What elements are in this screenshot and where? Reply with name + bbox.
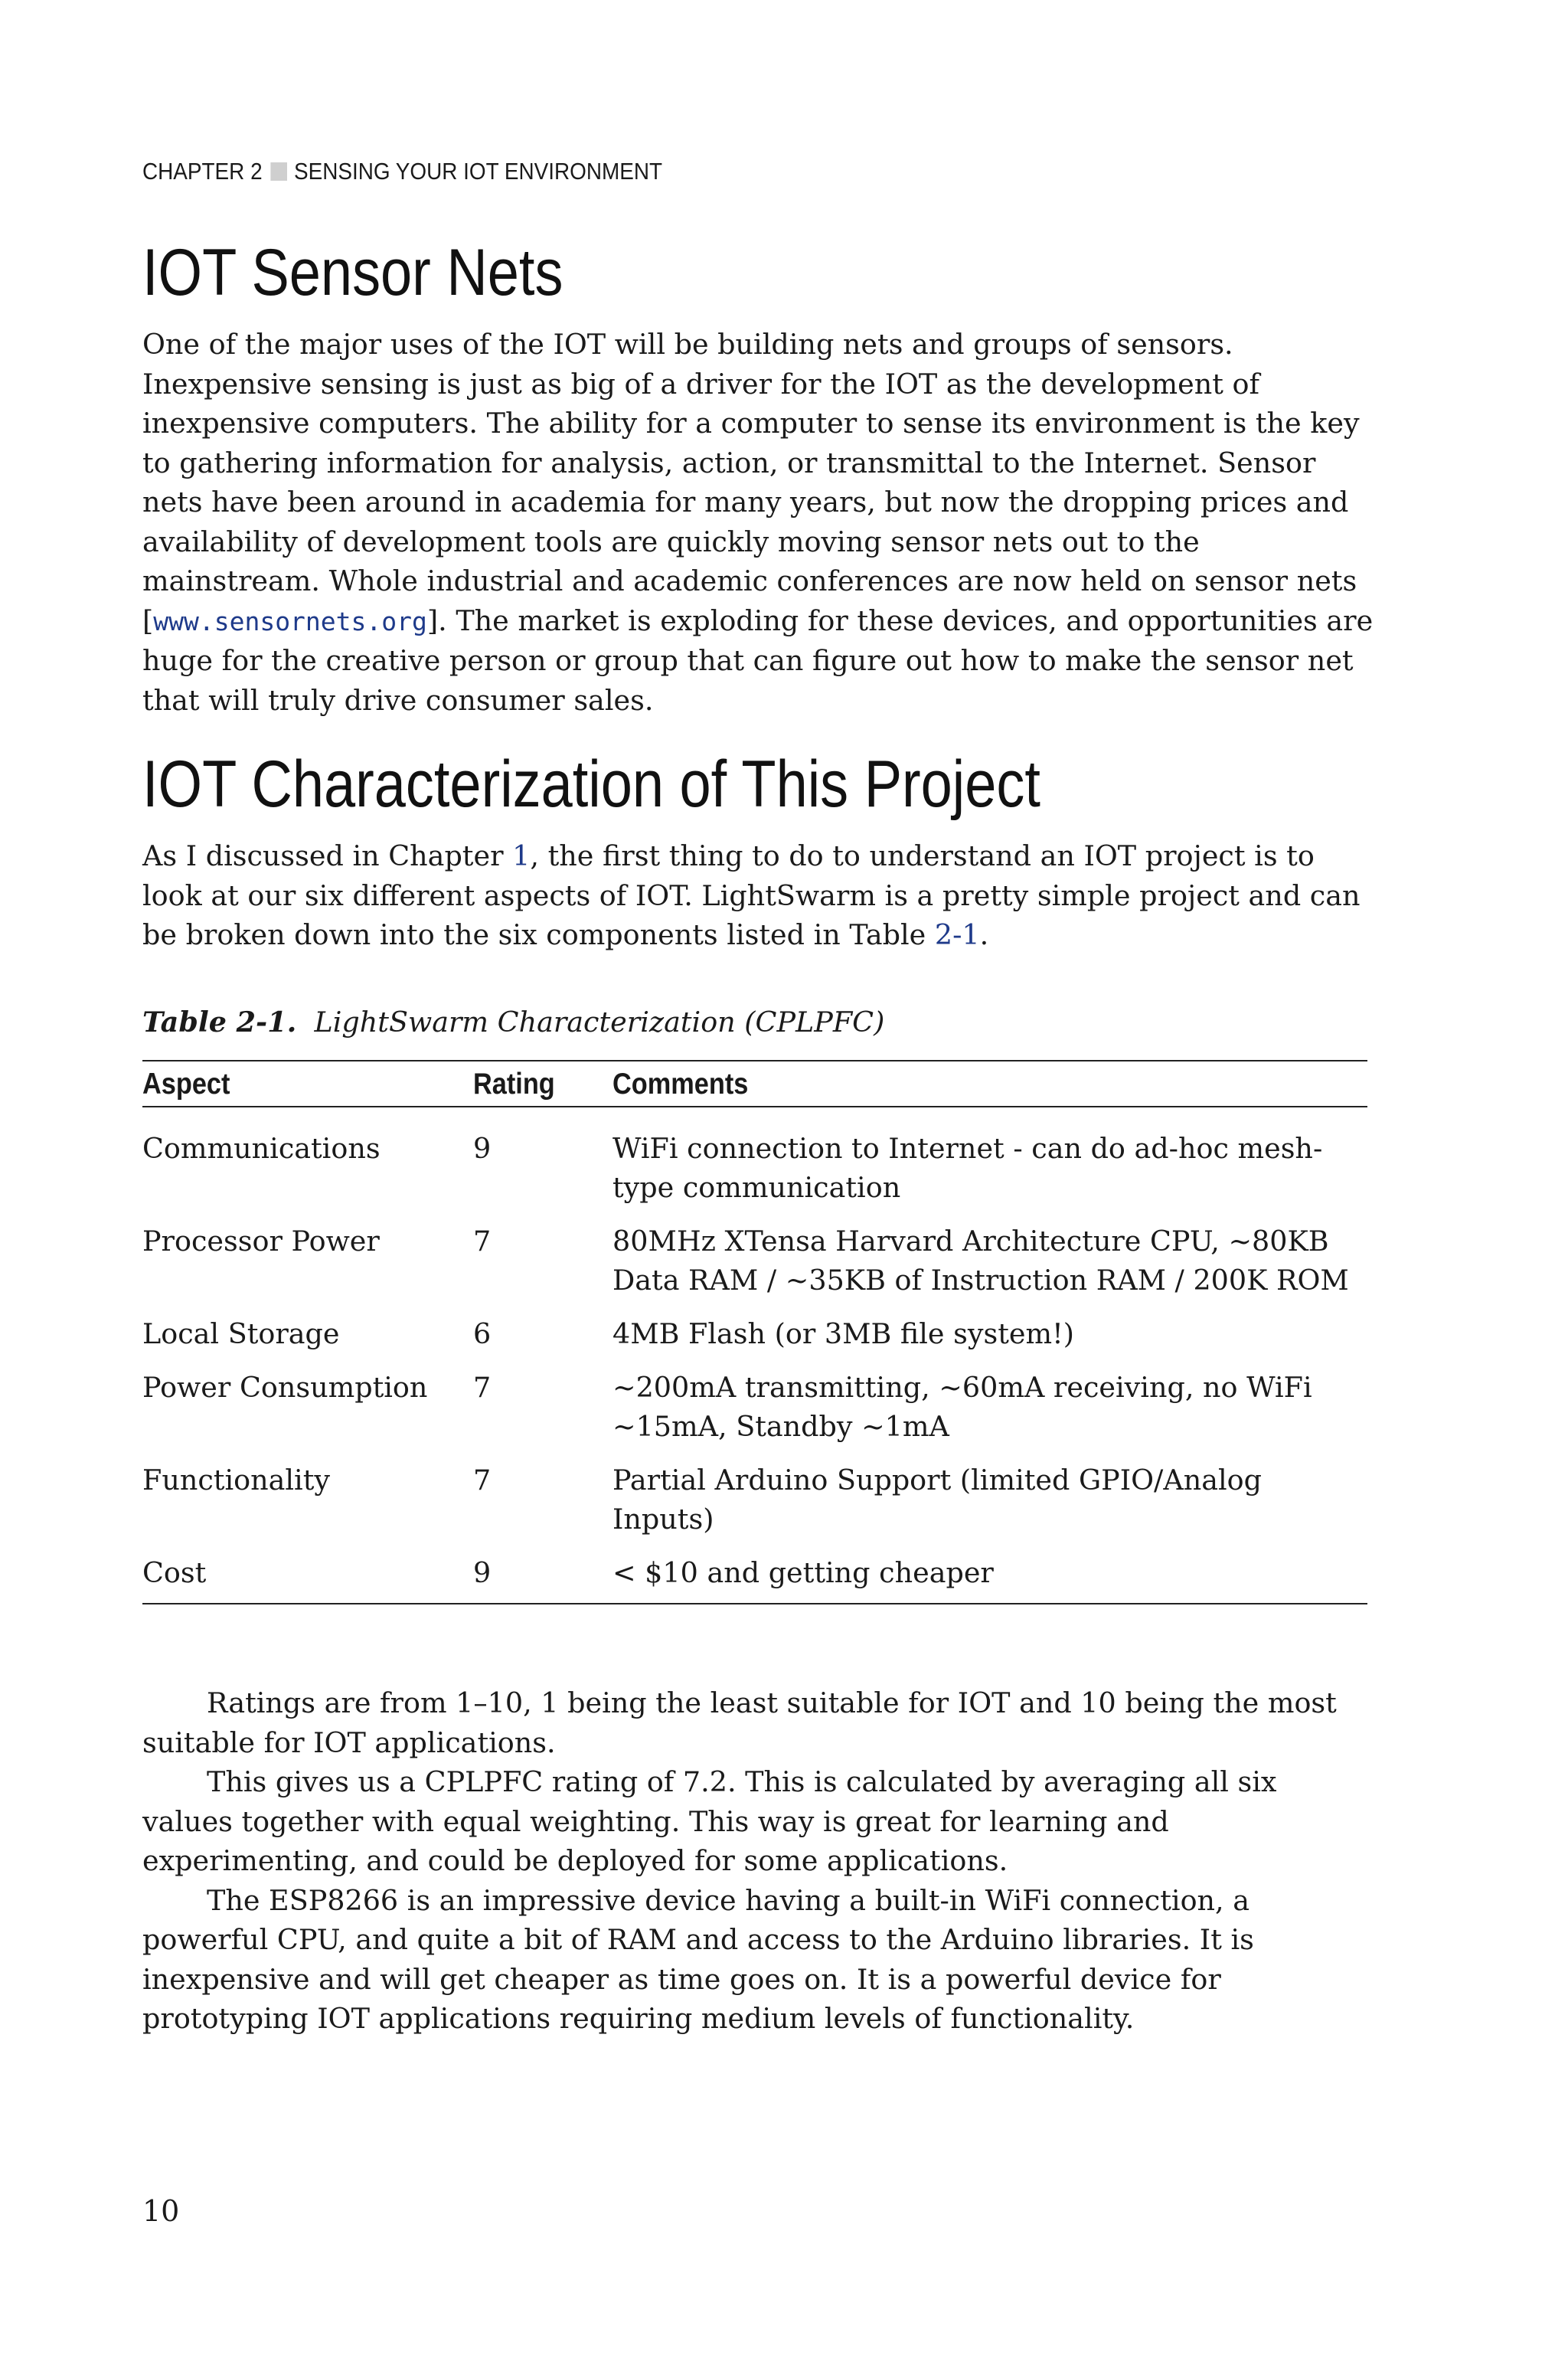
esp8266-paragraph: The ESP8266 is an impressive device having a built-in WiFi connection, a powerful CPU, and quite a bit of RAM and access to the Arduino libraries. It is inexpensive and will get cheaper as time goes on. It is a powerful device for prototyping IOT applications requiring medium levels of functionality. [142,1883,1254,2035]
cell-rating: 7 [473,1225,492,1258]
sensor-nets-text-after-link: ]. The market is exploding for these devices, and opportunities are huge for the creative person or group that can figure out how to make the sensor net that will truly drive consumer sales. [142,603,1374,717]
cell-comments: 4MB Flash (or 3MB file system!) [612,1317,1074,1350]
table-row [142,1222,1367,1314]
characterization-text-1: As I discussed in Chapter [142,839,513,872]
cell-rating: 7 [473,1464,492,1496]
table-row [142,1460,1367,1553]
table-row [142,1368,1367,1460]
cell-rating: 9 [473,1132,492,1165]
cell-aspect: Cost [142,1553,473,1604]
table-caption-label: Table 2-1. [142,1006,297,1039]
sensor-nets-paragraph [142,325,1375,720]
ratings-paragraph: Ratings are from 1–10, 1 being the least suitable for IOT and 10 being the most suitable for IOT applications. [142,1686,1337,1759]
cell-rating: 9 [473,1553,612,1604]
characterization-text-2: , the first thing to do to understand an IOT project is to look at our six different aspects of IOT. LightSwarm is a pretty simple project and can be broken down into the six components listed in Table [142,839,1361,951]
characterization-paragraph [142,836,1375,955]
table-caption-text: LightSwarm Characterization (CPLPFC) [314,1006,885,1039]
section-heading-characterization: IOT Characterization of This Project [142,747,1040,821]
cell-comments: < $10 and getting cheaper [612,1553,1367,1604]
cell-rating: 6 [473,1317,492,1350]
table-row [142,1107,1367,1222]
sensor-nets-text-before-link: One of the major uses of the IOT will be building nets and groups of sensors. Inexpensive sensing is just as big of a driver for the IOT as the development of inexpensive computers. The ability for a computer to sense its environment is the key to gathering information for analysis, action, or transmittal to the Internet. Sensor nets have been around in academia for many years, but now the dropping prices and availability of development tools are quickly moving sensor nets out to the mainstream. Whole industrial and academic conferences are now held on sensor nets [ [142,328,1360,637]
section-heading-sensor-nets: IOT Sensor Nets [142,236,564,309]
cell-aspect: Communications [142,1132,381,1165]
running-head [142,158,662,185]
cell-comments: ~200mA transmitting, ~60mA receiving, no WiFi ~15mA, Standby ~1mA [612,1371,1312,1443]
cell-aspect: Functionality [142,1464,331,1496]
characterization-text-3: . [979,918,989,951]
table-header-row [142,1061,1367,1107]
table-row [142,1553,1367,1604]
cell-rating: 7 [473,1371,492,1404]
table-2-1-link[interactable]: 2-1 [934,918,980,951]
cell-comments: WiFi connection to Internet - can do ad-hoc mesh-type communication [612,1132,1323,1204]
cell-aspect: Local Storage [142,1317,340,1350]
characterization-table [142,1060,1367,1604]
table-row [142,1314,1367,1368]
cplpfc-paragraph: This gives us a CPLPFC rating of 7.2. This is calculated by averaging all six values together with equal weighting. This way is great for learning and experimenting, and could be deployed for some applications. [142,1765,1277,1877]
chapter-1-link[interactable]: 1 [512,839,531,872]
cell-comments: Partial Arduino Support (limited GPIO/Analog Inputs) [612,1464,1262,1536]
closing-paragraphs [142,1683,1375,2039]
header-aspect: Aspect [142,1061,473,1107]
running-head-chapter: CHAPTER 2 [142,158,263,185]
cell-comments: 80MHz XTensa Harvard Architecture CPU, ~80KB Data RAM / ~35KB of Instruction RAM / 200K ROM [612,1225,1349,1297]
characterization-table-wrapper [142,1060,1367,1604]
table-caption [142,1003,884,1042]
header-rating: Rating [473,1061,612,1107]
cell-aspect: Processor Power [142,1225,380,1258]
page-number: 10 [142,2194,180,2228]
cell-aspect: Power Consumption [142,1371,428,1404]
running-head-title: SENSING YOUR IOT ENVIRONMENT [293,158,663,185]
sensornets-link[interactable]: www.sensornets.org [153,606,427,636]
running-head-separator [270,162,287,181]
header-comments: Comments [612,1061,1367,1107]
